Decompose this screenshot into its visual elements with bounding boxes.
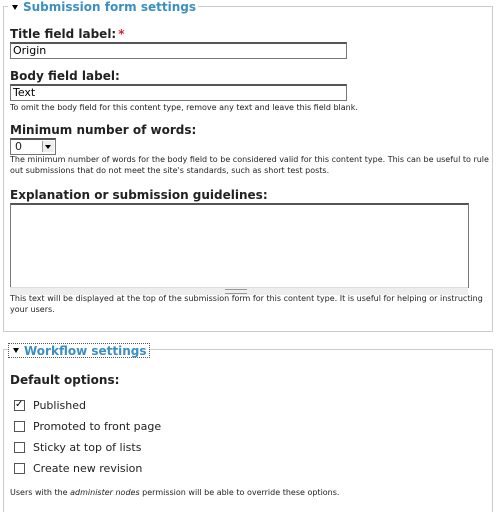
title-field-label-text: Title field label: [10, 27, 117, 41]
workflow-note-suffix: permission will be able to override these options. [139, 488, 340, 497]
minimum-words-value: 0 [15, 140, 22, 153]
workflow-note [10, 487, 490, 498]
checkbox-published[interactable] [14, 400, 25, 411]
required-marker: * [118, 27, 125, 41]
collapse-arrow-icon[interactable] [13, 348, 19, 353]
submission-legend-label[interactable]: Submission form settings [23, 0, 196, 14]
minimum-words-label: Minimum number of words: [10, 123, 197, 137]
minimum-words-select[interactable] [10, 138, 56, 155]
option-revision-label[interactable]: Create new revision [33, 461, 143, 475]
checkbox-revision[interactable] [14, 463, 25, 474]
option-promoted-label[interactable]: Promoted to front page [33, 419, 162, 433]
checkbox-promoted[interactable] [14, 421, 25, 432]
submission-form-settings-fieldset [3, 0, 493, 332]
title-field-input[interactable]: Origin [10, 42, 347, 59]
option-revision[interactable] [14, 461, 142, 475]
guidelines-description: This text will be displayed at the top of the submission form for this content type. It is useful for helping or instructing your users. [10, 294, 483, 314]
minimum-words-description: The minimum number of words for the body field to be considered valid for this content type. This can be useful to rule out submissions that do not meet the site's standards, such as short test posts. [10, 155, 489, 175]
body-field-label: Body field label: [10, 69, 120, 83]
guidelines-textarea[interactable] [10, 203, 469, 288]
option-sticky[interactable] [14, 440, 141, 454]
title-field-label [10, 27, 125, 41]
option-sticky-label[interactable]: Sticky at top of lists [33, 440, 142, 454]
submission-legend[interactable] [8, 0, 198, 15]
option-published-label[interactable]: Published [33, 398, 86, 412]
collapse-arrow-icon[interactable] [12, 5, 18, 10]
guidelines-label: Explanation or submission guidelines: [10, 188, 268, 202]
option-published[interactable] [14, 398, 86, 412]
dropdown-arrow-icon[interactable] [42, 141, 54, 152]
body-field-description: To omit the body field for this content type, remove any text and leave this field blank. [10, 103, 358, 112]
checkbox-sticky[interactable] [14, 442, 25, 453]
option-promoted[interactable] [14, 419, 161, 433]
workflow-note-prefix: Users with the [10, 488, 71, 497]
body-field-input[interactable]: Text [10, 84, 347, 101]
default-options-label: Default options: [10, 373, 120, 387]
workflow-legend-label[interactable]: Workflow settings [24, 343, 147, 358]
workflow-note-permission: administer nodes [70, 488, 140, 497]
workflow-settings-fieldset [3, 343, 493, 512]
workflow-legend[interactable] [8, 343, 150, 358]
